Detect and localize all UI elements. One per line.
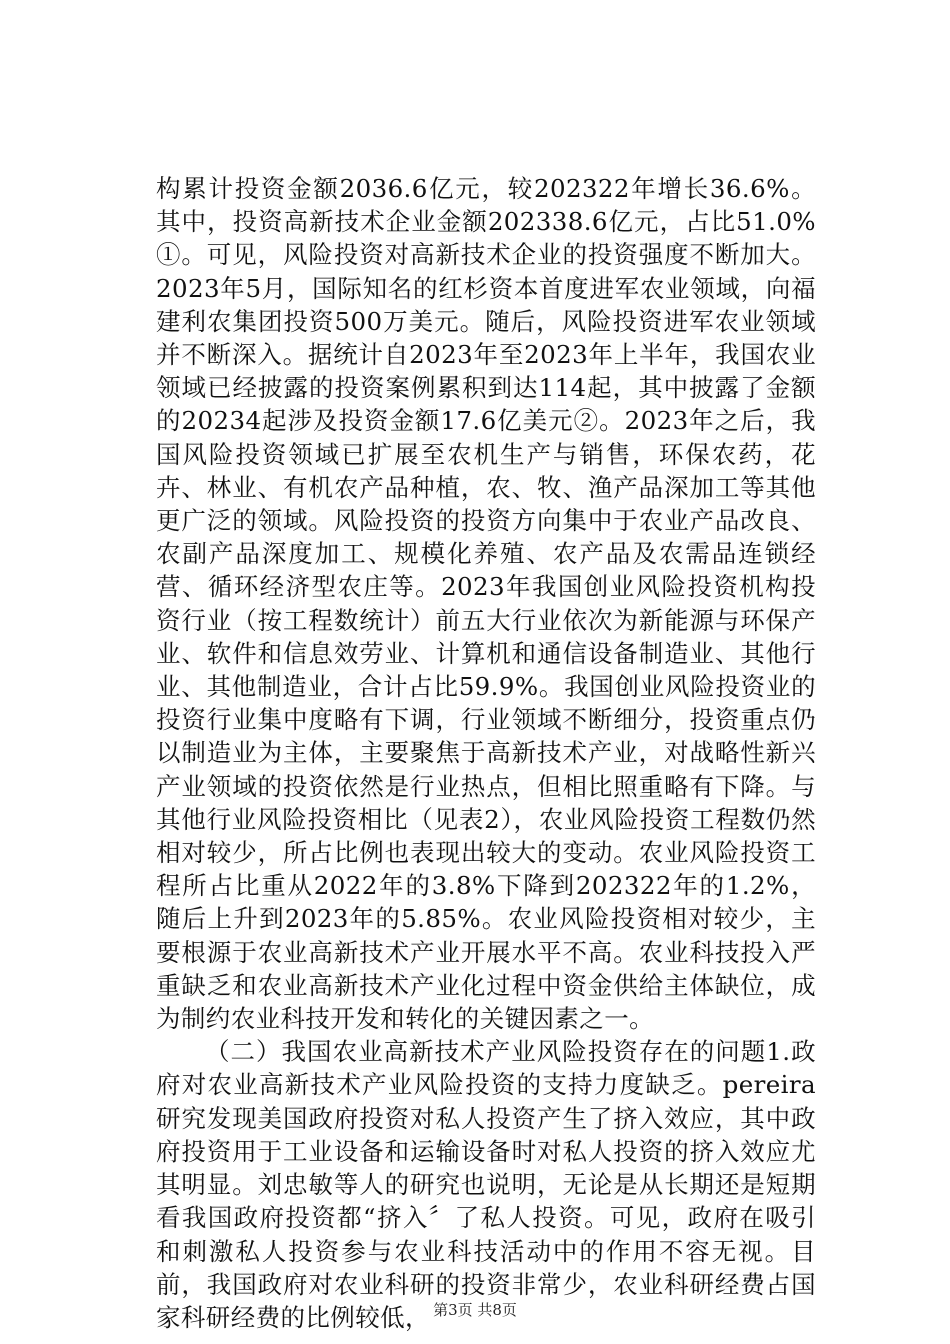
document-body bbox=[156, 172, 816, 1334]
page-number-label: 第3页 共8页 bbox=[433, 1301, 517, 1319]
paragraph-continued: 构累计投资金额2036.6亿元，较202322年增长36.6%。其中，投资高新技术企业金额202338.6亿元，占比51.0%①。可见，风险投资对高新技术企业的投资强度不断加大。2023年5月，国际知名的红杉资本首度进军农业领域，向福建利农集团投资500万美元。随后，风险投资进军农业领域并不断深入。据统计自2023年至2023年上半年，我国农业领域已经披露的投资案例累积到达114起，其中披露了金额的20234起涉及投资金额17.6亿美元②。2023年之后，我国风险投资领域已扩展至农机生产与销售，环保农药，花卉、林业、有机农产品种植，农、牧、渔产品深加工等其他更广泛的领域。风险投资的投资方向集中于农业产品改良、农副产品深度加工、规模化养殖、农产品及农需品连锁经营、循环经济型农庄等。2023年我国创业风险投资机构投资行业（按工程数统计）前五大行业依次为新能源与环保产业、软件和信息效劳业、计算机和通信设备制造业、其他行业、其他制造业，合计占比59.9%。我国创业风险投资业的投资行业集中度略有下调，行业领域不断细分，投资重点仍以制造业为主体，主要聚焦于高新技术产业，对战略性新兴产业领域的投资依然是行业热点，但相比照重略有下降。与其他行业风险投资相比（见表2），农业风险投资工程数仍然相对较少，所占比例也表现出较大的变动。农业风险投资工程所占比重从2022年的3.8%下降到202322年的1.2%，随后上升到2023年的5.85%。农业风险投资相对较少，主要根源于农业高新技术产业开展水平不高。农业科技投入严重缺乏和农业高新技术产业化过程中资金供给主体缺位，成为制约农业科技开发和转化的关键因素之一。 bbox=[156, 174, 816, 1034]
page-footer bbox=[0, 1300, 950, 1320]
paragraph-section-two: （二）我国农业高新技术产业风险投资存在的问题1.政府对农业高新技术产业风险投资的支持力度缺乏。pereira研究发现美国政府投资对私人投资产生了挤入效应，其中政府投资用于工业设备和运输设备时对私人投资的挤入效应尤其明显。刘忠敏等人的研究也说明，无论是从长期还是短期看我国政府投资都“挤入〞了私人投资。可见，政府在吸引和刺激私人投资参与农业科技活动中的作用不容无视。目前，我国政府对农业科研的投资非常少，农业科研经费占国家科研经费的比例较低， bbox=[156, 1037, 816, 1332]
